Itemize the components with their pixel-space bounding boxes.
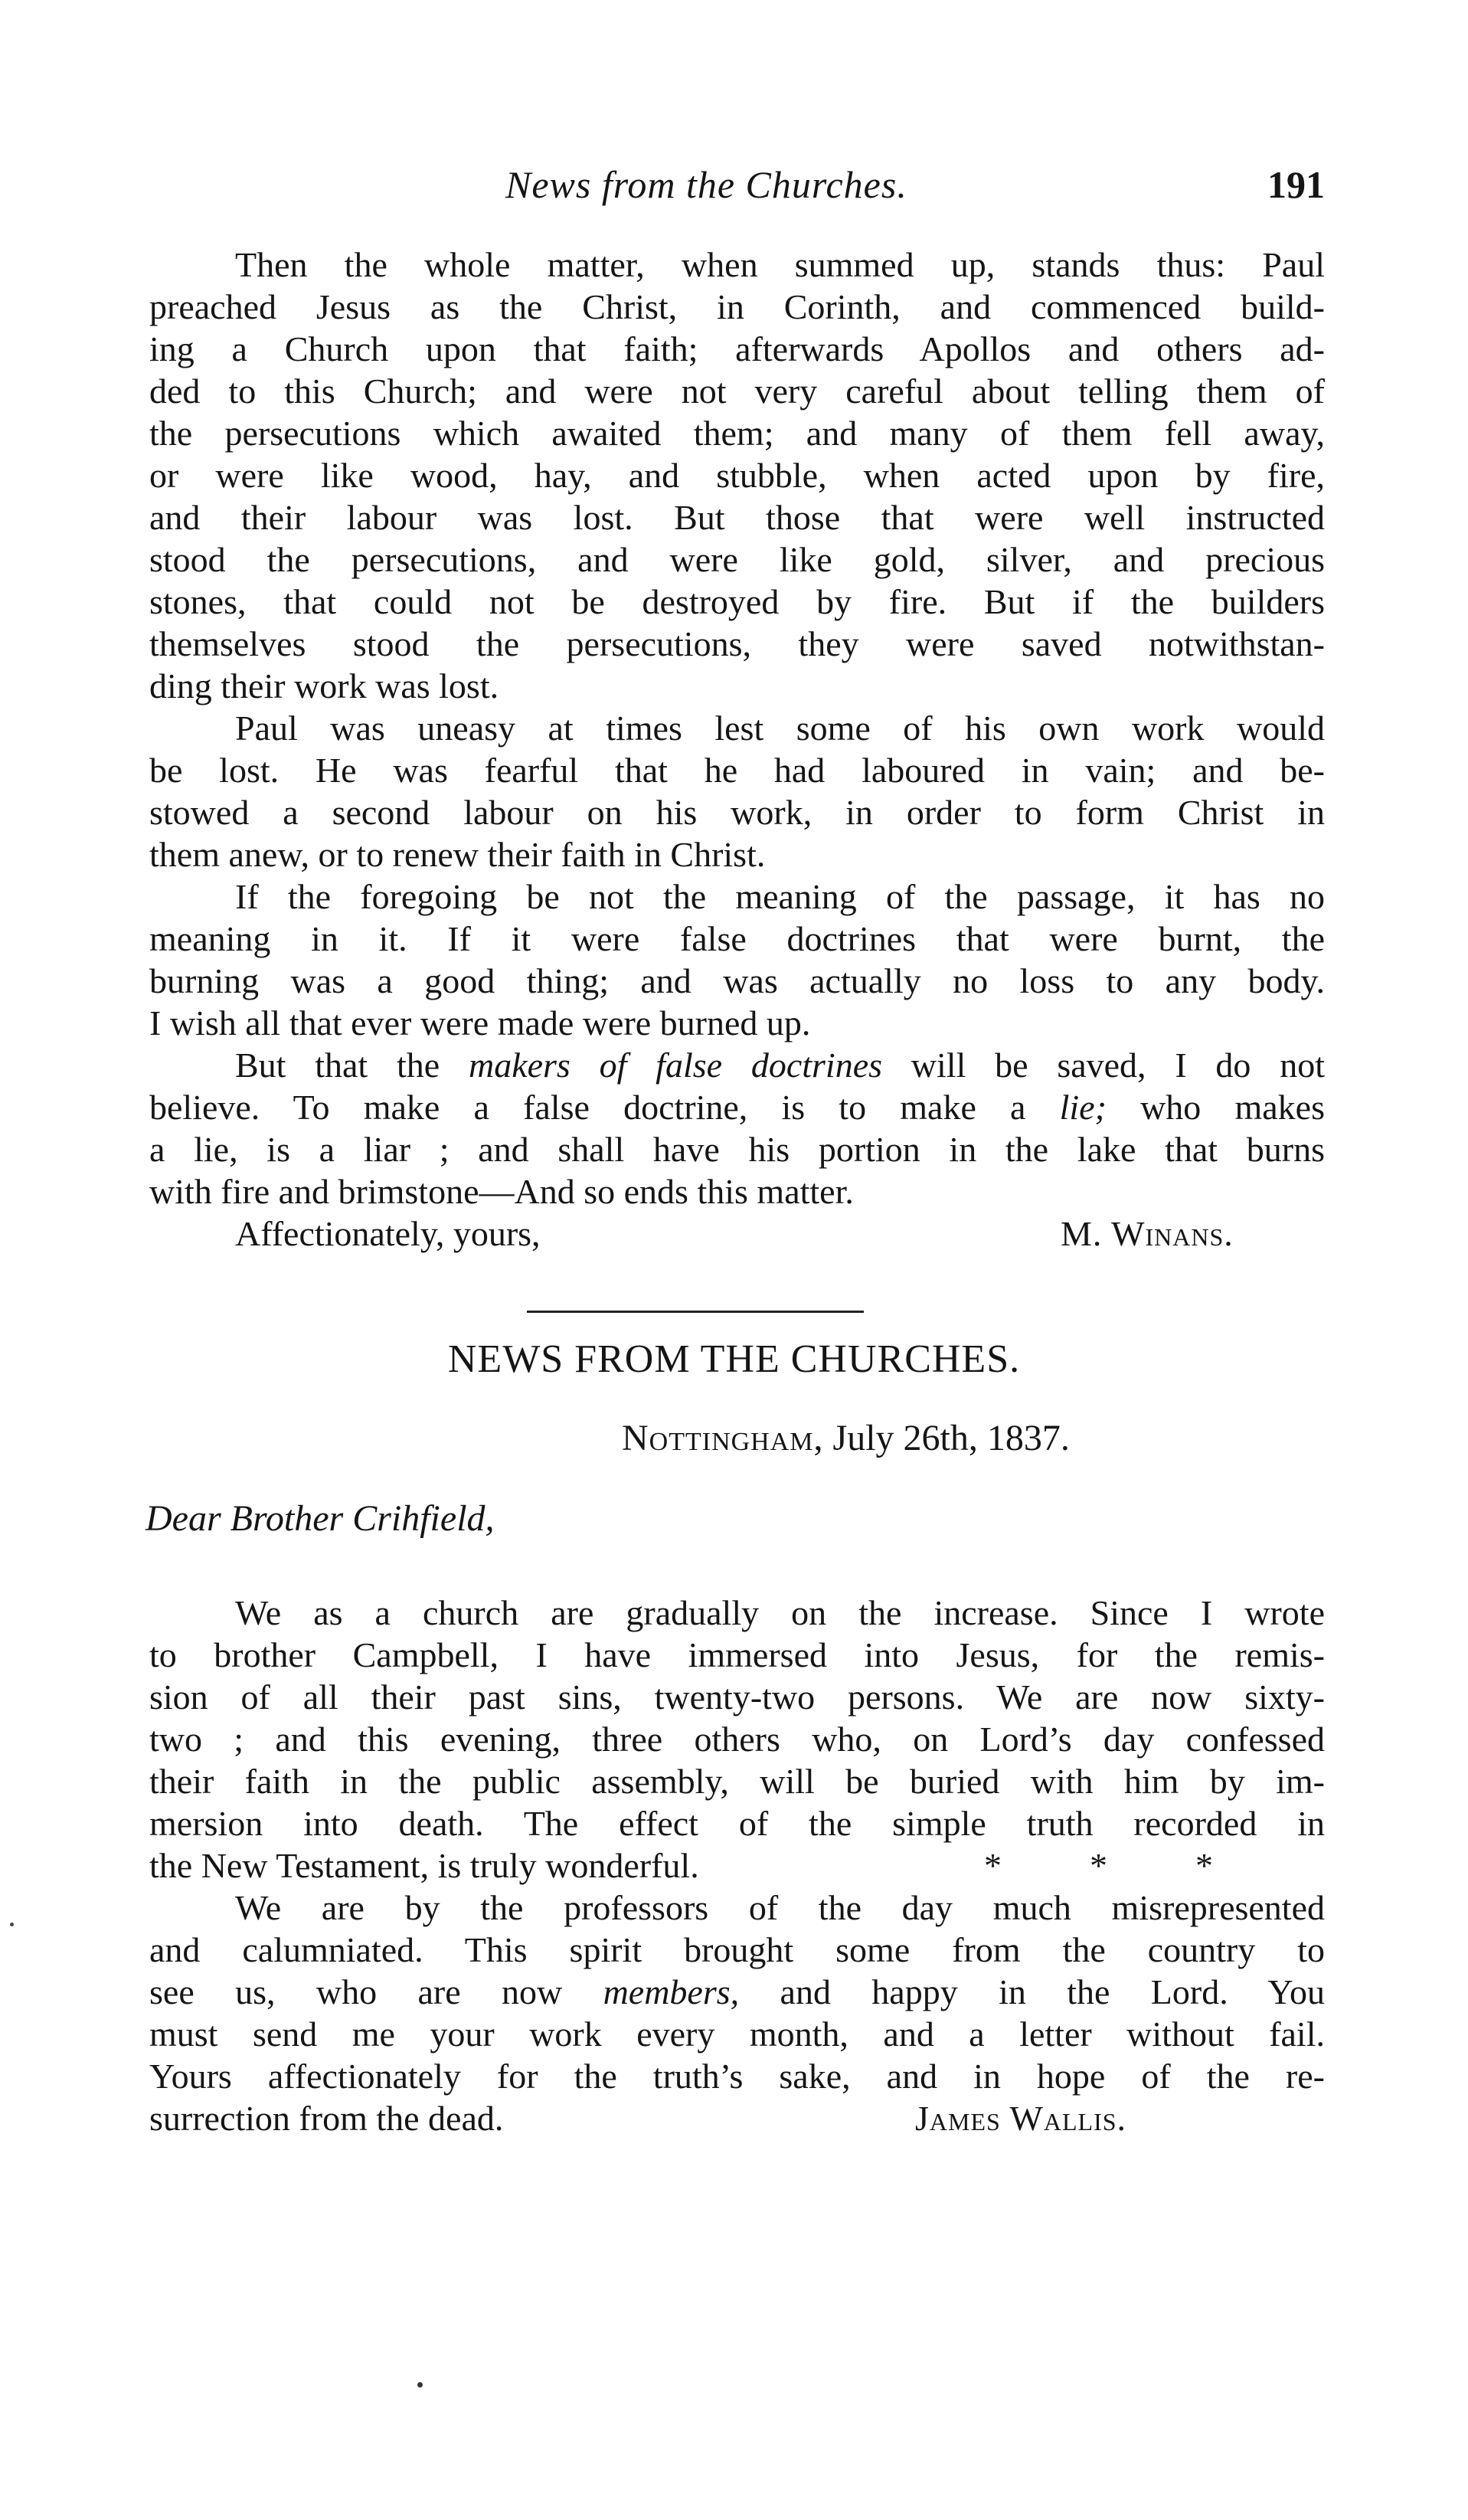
text-line: We as a church are gradually on the increase. Since I wrote bbox=[235, 1593, 1325, 1632]
text-line: to brother Campbell, I have immersed into Jesus, for the remis- bbox=[149, 1635, 1325, 1674]
text-line: must send me your work every month, and a letter without fail. bbox=[149, 2014, 1325, 2054]
dateline-date: July 26th, 1837. bbox=[832, 1418, 1070, 1458]
text-line bbox=[149, 2097, 1325, 2139]
section-heading: NEWS FROM THE CHURCHES. bbox=[447, 1337, 1021, 1381]
scan-speck bbox=[417, 2382, 423, 2387]
section-divider bbox=[527, 1311, 864, 1313]
text-line: If the foregoing be not the meaning of the passage, it has no bbox=[235, 877, 1325, 916]
text-line: be lost. He was fearful that he had laboured in vain; and be- bbox=[149, 751, 1325, 790]
text-line: burning was a good thing; and was actually no loss to any body. bbox=[149, 961, 1325, 1000]
text-line: We are by the professors of the day much misrepresented bbox=[235, 1888, 1325, 1927]
text-line: Then the whole matter, when summed up, stands thus: Paul bbox=[235, 245, 1325, 284]
asterisks: * * * bbox=[984, 1846, 1213, 1885]
text-line: with fire and brimstone—And so ends this matter. bbox=[149, 1172, 854, 1211]
text-run: who makes bbox=[1106, 1088, 1325, 1127]
closing: Affectionately, yours, bbox=[235, 1214, 541, 1253]
text-line: or were like wood, hay, and stubble, when acted upon by fire, bbox=[149, 456, 1325, 495]
text-line: meaning in it. If it were false doctrines that were burnt, the bbox=[149, 919, 1325, 958]
emphasis: lie; bbox=[1059, 1088, 1107, 1127]
text-run: see us, who are now bbox=[149, 1972, 603, 2011]
emphasis: members, bbox=[603, 1972, 740, 2011]
text-line: themselves stood the persecutions, they were saved notwithstan- bbox=[149, 624, 1325, 663]
text-run: believe. To make a false doctrine, is to make a bbox=[149, 1088, 1060, 1127]
text-line bbox=[149, 1971, 1325, 2013]
emphasis: makers of false doctrines bbox=[468, 1046, 883, 1085]
text-line: ding their work was lost. bbox=[149, 666, 499, 705]
text-line bbox=[149, 1086, 1325, 1128]
dateline-place: Nottingham, bbox=[622, 1418, 824, 1458]
salutation: Dear Brother Crihfield, bbox=[145, 1498, 495, 1539]
text-line bbox=[149, 1044, 1325, 1086]
text-run: But that the bbox=[235, 1046, 469, 1085]
text-line: preached Jesus as the Christ, in Corinth, and commenced build- bbox=[149, 287, 1325, 326]
text-line: two ; and this evening, three others who, on Lord’s day confessed bbox=[149, 1720, 1325, 1759]
text-line: the persecutions which awaited them; and many of them fell away, bbox=[149, 414, 1325, 453]
text-line: Yours affectionately for the truth’s sake, and in hope of the re- bbox=[149, 2057, 1325, 2096]
signature: James Wallis. bbox=[915, 2099, 1127, 2138]
text-line: and calumniated. This spirit brought some from the country to bbox=[149, 1930, 1325, 1969]
text-line: their faith in the public assembly, will be buried with him by im- bbox=[149, 1762, 1325, 1801]
text-line: sion of all their past sins, twenty-two persons. We are now sixty- bbox=[149, 1677, 1325, 1717]
text-line: stones, that could not be destroyed by fire. But if the builders bbox=[149, 582, 1325, 621]
text-run: will be saved, I do not bbox=[882, 1046, 1325, 1085]
text-run: surrection from the dead. bbox=[149, 2099, 504, 2138]
page-number: 191 bbox=[1267, 163, 1325, 206]
text-line: Paul was uneasy at times lest some of his own work would bbox=[235, 709, 1325, 748]
letter-wallis-body bbox=[149, 1592, 1325, 2139]
text-run: the New Testament, is truly wonderful. bbox=[149, 1846, 699, 1885]
text-line: them anew, or to renew their faith in Christ. bbox=[149, 835, 766, 874]
text-run: and happy in the Lord. You bbox=[739, 1972, 1326, 2011]
text-line bbox=[149, 1844, 1325, 1887]
letter-winans-body bbox=[149, 244, 1325, 1255]
scan-speck bbox=[10, 1923, 14, 1926]
text-line: stood the persecutions, and were like gold, silver, and precious bbox=[149, 540, 1325, 579]
dateline bbox=[622, 1417, 1070, 1459]
running-title: News from the Churches. bbox=[505, 163, 907, 206]
signature: M. Winans. bbox=[1061, 1214, 1234, 1253]
text-line: mersion into death. The effect of the simple truth recorded in bbox=[149, 1804, 1325, 1843]
text-line: ded to this Church; and were not very careful about telling them of bbox=[149, 371, 1325, 411]
page-header bbox=[145, 162, 1325, 224]
text-line: and their labour was lost. But those that were well instructed bbox=[149, 498, 1325, 537]
closing-row bbox=[149, 1213, 1325, 1255]
text-line: ing a Church upon that faith; afterwards Apollos and others ad- bbox=[149, 329, 1325, 368]
text-line: stowed a second labour on his work, in order to form Christ in bbox=[149, 793, 1325, 832]
text-line: a lie, is a liar ; and shall have his portion in the lake that burns bbox=[149, 1130, 1325, 1169]
text-line: I wish all that ever were made were burned up. bbox=[149, 1003, 811, 1042]
